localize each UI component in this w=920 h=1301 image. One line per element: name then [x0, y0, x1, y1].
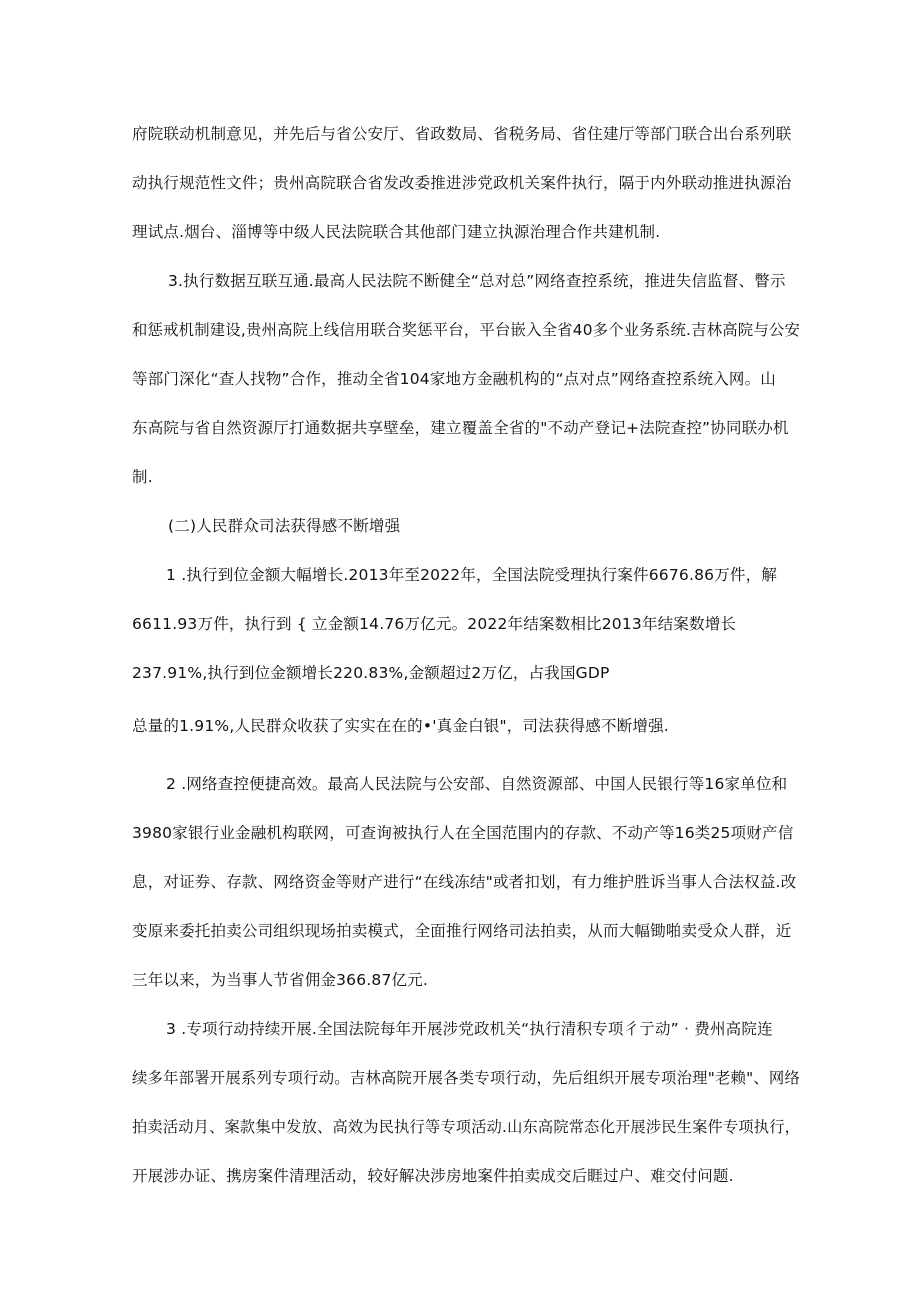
text-line: 东高院与省自然资源厅打通数据共享壁垒，建立覆盖全省的"不动产登记+法院查控”协同联办机 [132, 419, 789, 437]
text-line: 3.执行数据互联互通.最高人民法院不断健全“总对总”网络查控系统，推进失信监督、瞥示 [168, 272, 786, 290]
text-line: 1 .执行到位金额大幅增长.2013年至2022年，全国法院受理执行案件6676.86万件，解 [166, 566, 778, 584]
text-line: 和惩戒机制建设,贵州高院上线信用联合奖惩平台，平台嵌入全省40多个业务系统.吉林高院与公安 [132, 321, 801, 339]
text-line: 3980家银行业金融机构联网，可查询被执行人在全国范围内的存款、不动产等16类25项财产信 [132, 824, 794, 842]
text-line: 等部门深化“查人找物”合作，推动全省104家地方金融机构的“点对点”网络查控系统入网。山 [132, 370, 777, 388]
text-line: 变原来委托拍卖公司组织现场拍卖模式，全面推行网络司法拍卖，从而大幅锄啪卖受众人群，近 [132, 922, 792, 940]
text-line: 三年以来，为当事人节省佣金366.87亿元. [132, 971, 429, 989]
text-line: 续多年部署开展系列专项行动。吉林高院开展各类专项行动，先后组织开展专项治理"老赖"、网络 [132, 1069, 801, 1087]
text-line: 理试点.烟台、淄博等中级人民法院联合其他部门建立执源治理合作共建机制. [132, 223, 661, 241]
text-line: 6611.93万件，执行到 { 立金额14.76万亿元。2022年结案数相比2013年结案数增长 [132, 615, 737, 633]
text-line: 息，对证券、存款、网络资金等财产进行“在线冻结"或者扣划，有力维护胜诉当事人合法权益.改 [132, 873, 797, 891]
text-line: 总量的1.91%,人民群众收获了实实在在的•'真金白银"，司法获得感不断增强. [132, 717, 669, 735]
text-line: 237.91%,执行到位金额增长220.83%,金额超过2万亿，占我国GDP [132, 664, 610, 682]
text-line: 3 .专项行动持续开展.全国法院每年开展涉党政机关“执行清积专项彳亍动” · 费州高院连 [166, 1020, 773, 1038]
text-line: 2 .网络查控便捷高效。最高人民法院与公安部、自然资源部、中国人民银行等16家单位和 [166, 775, 788, 793]
text-line: 开展涉办证、携房案件清理活动，较好解决涉房地案件拍卖成交后睚过户、难交付问题. [132, 1167, 734, 1185]
text-line: 动执行规范性文件；贵州高院联合省发改委推进涉党政机关案件执行，隔于内外联动推进执源治 [132, 174, 792, 192]
text-line: 制. [132, 468, 153, 486]
section-heading: (二)人民群众司法获得感不断增强 [168, 517, 401, 535]
text-line: 拍卖活动月、案款集中发放、高效为民执行等专项活动.山东高院常态化开展涉民生案件专项执行， [132, 1118, 801, 1136]
text-line: 府院联动机制意见，并先后与省公安厅、省政数局、省税务局、省住建厅等部门联合出台系列联 [132, 125, 792, 143]
